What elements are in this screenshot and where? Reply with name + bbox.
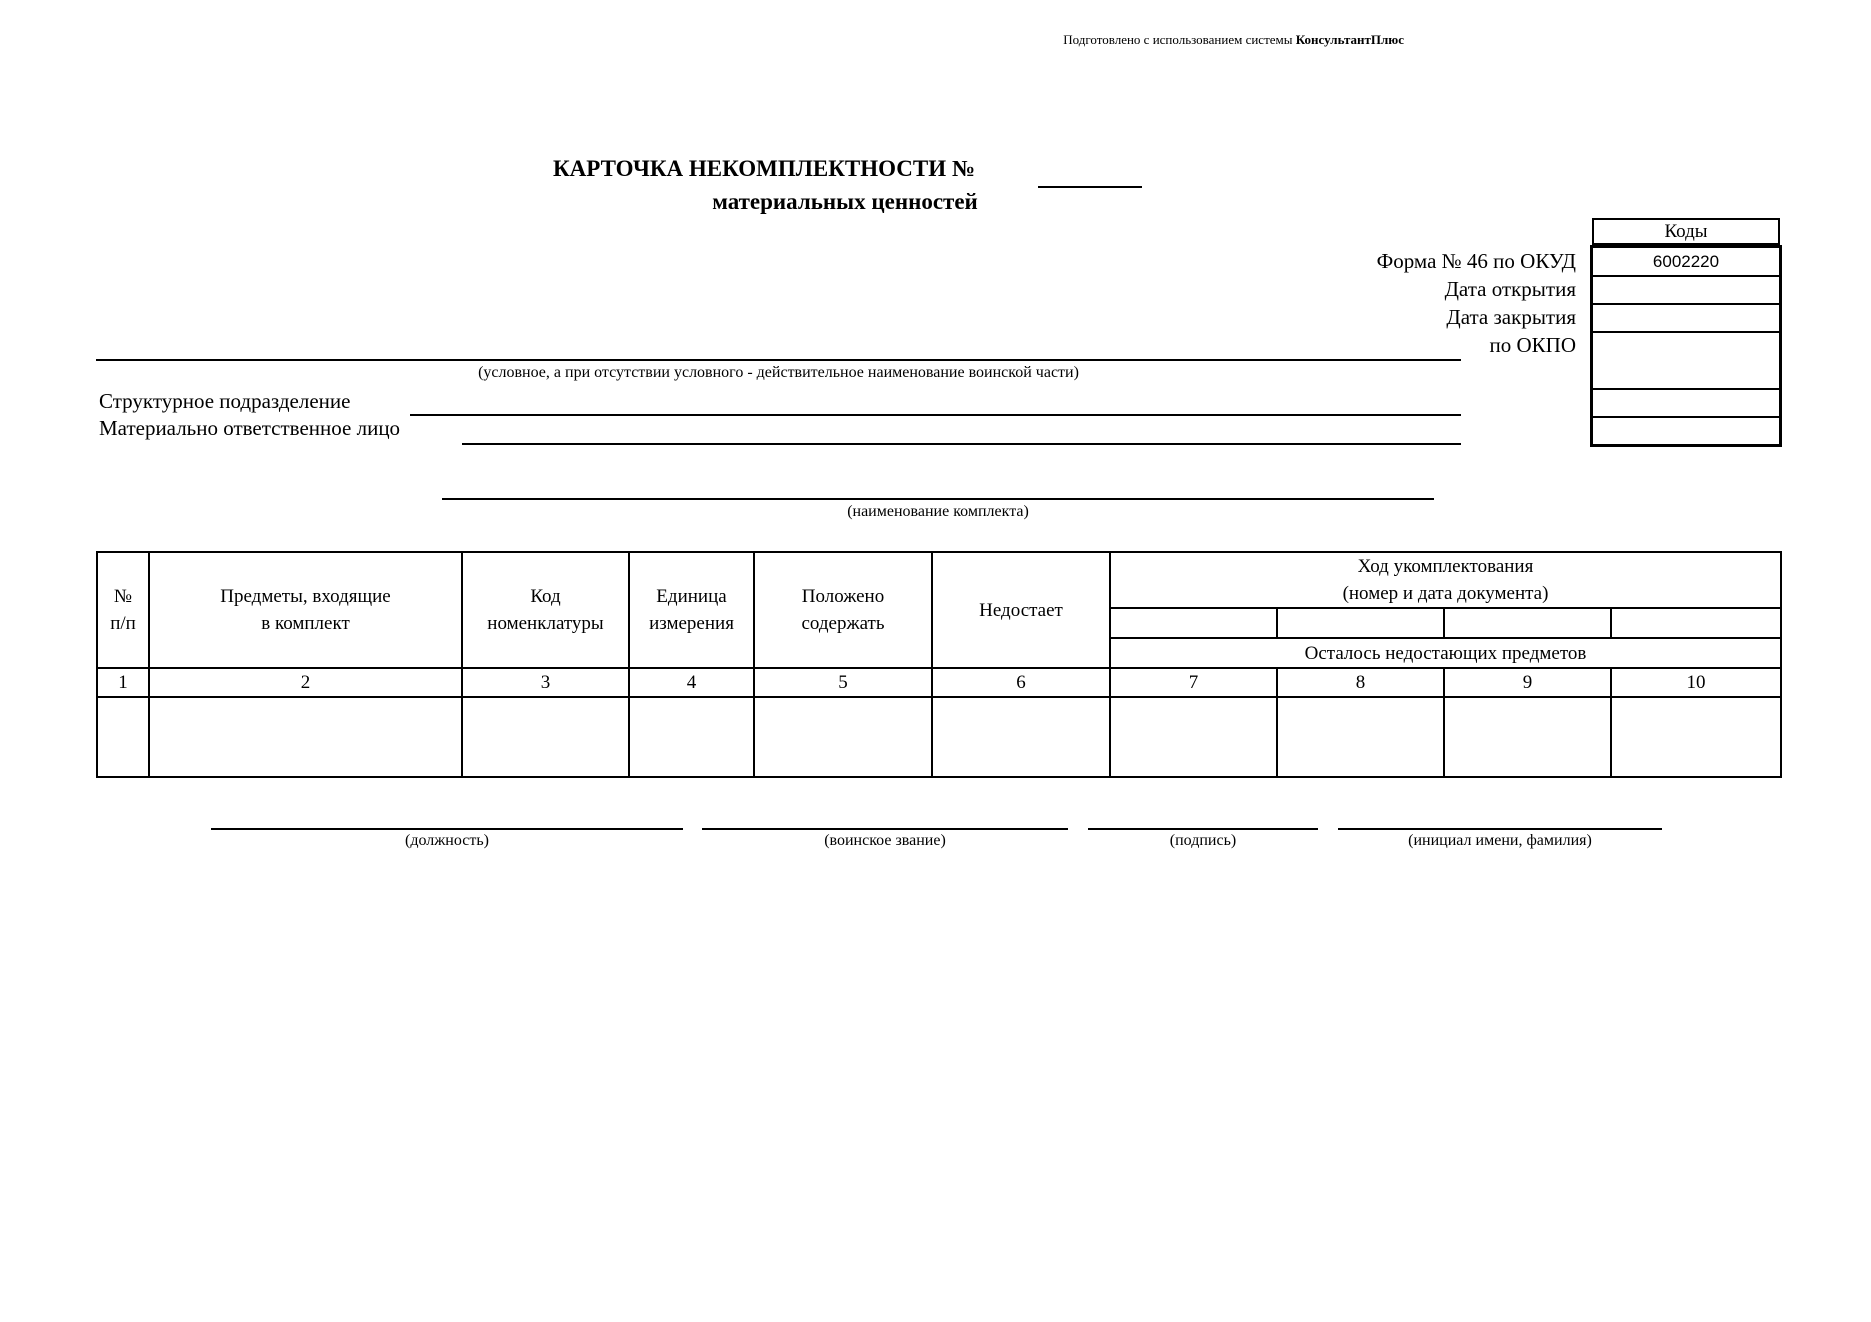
extra-code-cell-1[interactable] xyxy=(1593,390,1779,418)
position-field[interactable] xyxy=(211,828,683,830)
codes-header: Коды xyxy=(1592,218,1780,245)
header-unit-label: Единица xyxy=(656,586,727,607)
header-number-sub: п/п xyxy=(110,613,136,634)
table-cell[interactable] xyxy=(754,697,932,777)
table-cell[interactable] xyxy=(1277,697,1444,777)
column-number-1: 1 xyxy=(97,668,149,697)
header-code-sub: номенклатуры xyxy=(487,613,604,634)
table-cell[interactable] xyxy=(1611,697,1781,777)
header-progress xyxy=(1110,552,1781,608)
structural-unit-label: Структурное подразделение xyxy=(99,389,351,413)
header-number-label: № xyxy=(113,586,133,607)
close-date-cell[interactable] xyxy=(1593,305,1779,333)
structural-unit-field[interactable] xyxy=(410,414,1461,416)
column-number-3: 3 xyxy=(462,668,629,697)
header-items-label: Предметы, входящие xyxy=(220,586,391,607)
responsible-person-field[interactable] xyxy=(462,443,1461,445)
rank-caption: (воинское звание) xyxy=(824,832,946,849)
okud-code-cell: 6002220 xyxy=(1593,248,1779,277)
column-number-9: 9 xyxy=(1444,668,1611,697)
okpo-cell[interactable] xyxy=(1593,333,1779,390)
header-note-prefix: Подготовлено с использованием системы xyxy=(1063,32,1293,47)
name-field[interactable] xyxy=(1338,828,1662,830)
header-progress-label: Ход укомплектования xyxy=(1357,556,1534,577)
column-number-4: 4 xyxy=(629,668,754,697)
column-number-8: 8 xyxy=(1277,668,1444,697)
header-code-label: Код xyxy=(530,586,561,607)
progress-doc-cell-4[interactable] xyxy=(1611,608,1781,638)
header-items-sub: в комплект xyxy=(261,613,350,634)
column-number-2: 2 xyxy=(149,668,462,697)
table-cell[interactable] xyxy=(932,697,1110,777)
page-subtitle: материальных ценностей xyxy=(712,189,978,214)
table-cell[interactable] xyxy=(97,697,149,777)
close-date-label: Дата закрытия xyxy=(1446,305,1576,329)
header-note-brand: КонсультантПлюс xyxy=(1295,32,1404,47)
table-cell[interactable] xyxy=(1444,697,1611,777)
kit-name-caption: (наименование комплекта) xyxy=(847,503,1029,520)
header-code xyxy=(462,552,629,668)
open-date-cell[interactable] xyxy=(1593,277,1779,305)
table-cell[interactable] xyxy=(149,697,462,777)
table-cell[interactable] xyxy=(1110,697,1277,777)
card-number-field[interactable] xyxy=(1038,186,1142,188)
header-progress-sub: (номер и дата документа) xyxy=(1342,583,1549,604)
header-remaining: Осталось недостающих предметов xyxy=(1110,638,1781,668)
header-should-label: Положено xyxy=(801,586,885,607)
items-table xyxy=(96,551,1782,778)
progress-doc-cell-1[interactable] xyxy=(1110,608,1277,638)
column-number-7: 7 xyxy=(1110,668,1277,697)
extra-code-cell-2[interactable] xyxy=(1593,418,1779,444)
position-caption: (должность) xyxy=(405,832,489,849)
okud-label: Форма № 46 по ОКУД xyxy=(1376,249,1576,273)
progress-doc-cell-3[interactable] xyxy=(1444,608,1611,638)
header-unit xyxy=(629,552,754,668)
column-number-6: 6 xyxy=(932,668,1110,697)
table-cell[interactable] xyxy=(629,697,754,777)
okpo-label: по ОКПО xyxy=(1489,333,1576,357)
table-row xyxy=(97,697,1781,777)
kit-name-field[interactable] xyxy=(442,498,1434,500)
codes-box xyxy=(1590,245,1782,447)
signature-caption: (подпись) xyxy=(1169,832,1237,849)
open-date-label: Дата открытия xyxy=(1444,277,1576,301)
column-number-5: 5 xyxy=(754,668,932,697)
header-should xyxy=(754,552,932,668)
name-caption: (инициал имени, фамилия) xyxy=(1408,832,1592,849)
page-title: КАРТОЧКА НЕКОМПЛЕКТНОСТИ № xyxy=(553,156,975,181)
table-cell[interactable] xyxy=(462,697,629,777)
header-unit-sub: измерения xyxy=(649,613,734,634)
rank-field[interactable] xyxy=(702,828,1068,830)
header-missing: Недостает xyxy=(932,552,1110,668)
header-should-sub: содержать xyxy=(801,613,885,634)
header-items xyxy=(149,552,462,668)
responsible-person-label: Материально ответственное лицо xyxy=(99,416,401,440)
military-unit-field[interactable] xyxy=(96,359,1461,361)
signature-field[interactable] xyxy=(1088,828,1318,830)
header-note xyxy=(1063,32,1404,48)
progress-doc-cell-2[interactable] xyxy=(1277,608,1444,638)
military-unit-caption: (условное, а при отсутствии условного - действительное наименование воинской части) xyxy=(478,364,1079,381)
column-number-10: 10 xyxy=(1611,668,1781,697)
header-number xyxy=(97,552,149,668)
